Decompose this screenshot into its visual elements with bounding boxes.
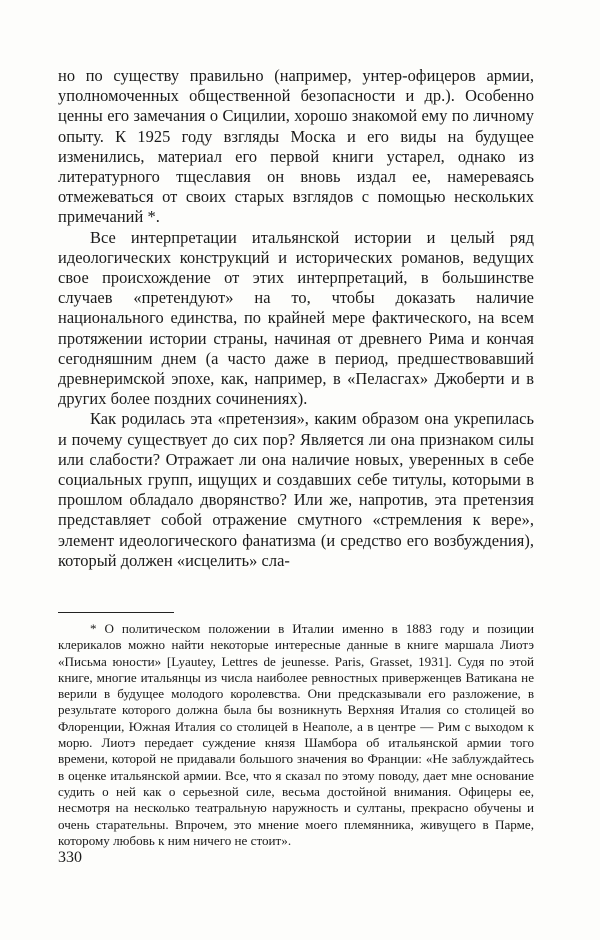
footnote-divider: [58, 612, 174, 613]
main-text: [58, 66, 534, 571]
page-number: 330: [58, 849, 82, 866]
paragraph-2: Все интерпретации итальянской истории и целый ряд идеологических конструкций и исторических романов, ведущих свое происхождение от этих интерпретаций, в большинстве случаев «претендуют» на то, чтобы доказать наличие национального единства, по крайней мере фактического, на всем протяжении истории страны, начиная от древнего Рима и кончая сегодняшним днем (а часто даже в период, предшествовавший древнеримской эпохе, как, например, в «Пеласгах» Джоберти и в других более поздних сочинениях).: [58, 227, 534, 409]
footnote: * О политическом положении в Италии именно в 1883 году и позиции клерикалов можно найти некоторые интересные данные в книге маршала Лиотэ «Письма юности» [Lyautey, Lettres de jeunesse. Paris, Grasset, 1931]. Судя по этой книге, многие итальянцы из числа наиболее ревностных приверженцев Ватикана не верили в будущее молодого королевства. Они предсказывали его разложение, в результате которого должна была бы возникнуть Верхняя Италия со столицей во Флоренции, Южная Италия со столицей в Неаполе, а в центре — Рим с выходом к морю. Лиотэ передает суждение князя Шамбора об итальянской армии того времени, которой не придавали большого значения во Франции: «Не заблуждайтесь в оценке итальянской армии. Все, что я сказал по этому поводу, дает мне основание судить о ней как о серьезной силе, весьма достойной внимания. Офицеры ее, несмотря на несколько театральную наружность и султаны, прекрасно обучены и очень старательны. Впрочем, это мнение моего племянника, живущего в Парме, которому любовь к ним ничего не стоит».: [58, 621, 534, 848]
paragraph-3: Как родилась эта «претензия», каким образом она укрепилась и почему существует до сих пор? Является ли она признаком силы или слабости? Отражает ли она наличие новых, уверенных в себе социальных групп, ищущих и создавших себе титулы, которыми в прошлом обладало дворянство? Или же, напротив, эта претензия представляет собой отражение смутного «стремления к вере», элемент идеологического фанатизма (и средство его возбуждения), который должен «исцелить» сла-: [58, 409, 534, 570]
paragraph-1: но по существу правильно (например, унтер-офицеров армии, уполномоченных общественной безопасности и др.). Особенно ценны его замечания о Сицилии, хорошо знакомой ему по личному опыту. К 1925 году взгляды Моска и его виды на будущее изменились, материал его первой книги устарел, однако из литературного тщеславия он вновь издал ее, намереваясь отмежеваться от своих старых взглядов с помощью нескольких примечаний *.: [58, 66, 534, 227]
